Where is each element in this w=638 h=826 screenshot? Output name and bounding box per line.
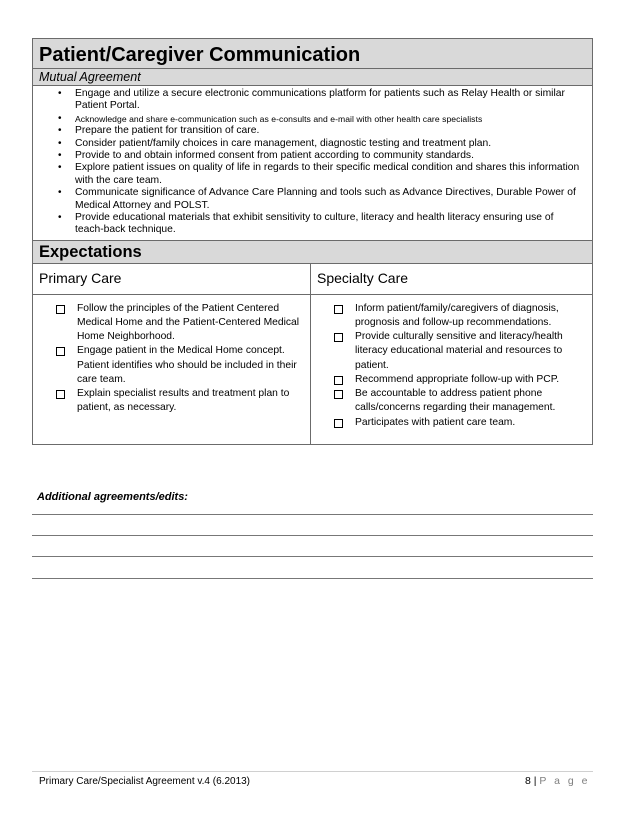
bullet-icon: • [58, 88, 62, 99]
page-number: 8 [524, 775, 531, 787]
bullet-icon: • [58, 150, 62, 162]
footer-divider [32, 771, 593, 772]
checklist-item: Be accountable to address patient phone calls/concerns regarding their management. [333, 387, 584, 415]
checklist-item: Provide culturally sensitive and literacy/health literacy educational material and resources to patient. [333, 330, 584, 373]
primary-care-body [33, 295, 310, 437]
communication-table [32, 38, 593, 445]
list-item: • Consider patient/family choices in care management, diagnostic testing and treatment plan. [58, 137, 492, 149]
expectations-columns [33, 264, 592, 444]
checklist-item: Recommend appropriate follow-up with PCP. [333, 373, 584, 387]
checkbox-icon[interactable] [334, 305, 343, 314]
checkbox-icon[interactable] [334, 419, 343, 428]
bullet-icon: • [58, 112, 62, 124]
checklist-item: Participates with patient care team. [333, 416, 584, 430]
footer-document-name: Primary Care/Specialist Agreement v.4 (6.2013) [39, 776, 251, 787]
checkbox-icon[interactable] [334, 333, 343, 342]
checkbox-icon[interactable] [56, 347, 65, 356]
section-title: Patient/Caregiver Communication [39, 44, 361, 66]
primary-care-heading: Primary Care [33, 264, 310, 295]
specialty-care-column [311, 264, 592, 444]
specialty-care-body [311, 295, 592, 444]
checkbox-icon[interactable] [334, 390, 343, 399]
expectations-title: Expectations [39, 242, 142, 261]
checkbox-icon[interactable] [56, 305, 65, 314]
checklist-item: Follow the principles of the Patient Centered Medical Home and the Patient-Centered Medical Home Neighborhood. [55, 302, 302, 345]
write-in-line[interactable] [32, 556, 593, 557]
list-item: • Provide educational materials that exhibit sensitivity to culture, literacy and health literacy ensuring use of teach-back technique. [58, 212, 554, 236]
additional-agreements-label: Additional agreements/edits: [37, 491, 188, 503]
checklist-item: Inform patient/family/caregivers of diagnosis, prognosis and follow-up recommendations. [333, 302, 584, 330]
list-item: • Prepare the patient for transition of care. [58, 125, 260, 137]
list-item: • Provide to and obtain informed consent from patient according to community standards. [58, 150, 474, 162]
checklist-item: Engage patient in the Medical Home concept. Patient identifies who should be included in their care team. [55, 344, 302, 387]
subsection-title: Mutual Agreement [39, 70, 141, 84]
bullet-icon: • [58, 125, 62, 137]
list-item: • Acknowledge and share e-communication such as e-consults and e-mail with other health care specialists [58, 112, 483, 124]
section-header [33, 39, 592, 69]
specialty-care-heading: Specialty Care [311, 264, 592, 295]
expectations-header [33, 240, 592, 264]
specialty-care-checklist [333, 302, 584, 430]
bullet-icon: • [58, 137, 62, 149]
write-in-line[interactable] [32, 514, 593, 515]
mutual-agreement-list [33, 86, 592, 240]
bullet-icon: • [58, 162, 62, 174]
list-item: • Explore patient issues on quality of life in regards to their specific medical condition and shares this information with the care team. [58, 162, 580, 186]
primary-care-column [33, 264, 311, 444]
page-separator: | [533, 775, 537, 787]
checkbox-icon[interactable] [56, 390, 65, 399]
bullet-icon: • [58, 187, 62, 199]
write-in-line[interactable] [32, 578, 593, 579]
checkbox-icon[interactable] [334, 376, 343, 385]
list-item: • Communicate significance of Advance Care Planning and tools such as Advance Directives, Durable Power of Medical Attorney and POLST. [58, 187, 576, 211]
write-in-line[interactable] [32, 535, 593, 536]
footer-page [525, 775, 590, 787]
list-item: • Engage and utilize a secure electronic communications platform for patients such as Relay Health or similar Patient Portal. [58, 88, 565, 112]
subsection-header [33, 69, 592, 86]
page-label: P a g e [539, 775, 590, 787]
primary-care-checklist [55, 302, 302, 416]
bullet-icon: • [58, 212, 62, 224]
checklist-item: Explain specialist results and treatment plan to patient, as necessary. [55, 387, 302, 415]
